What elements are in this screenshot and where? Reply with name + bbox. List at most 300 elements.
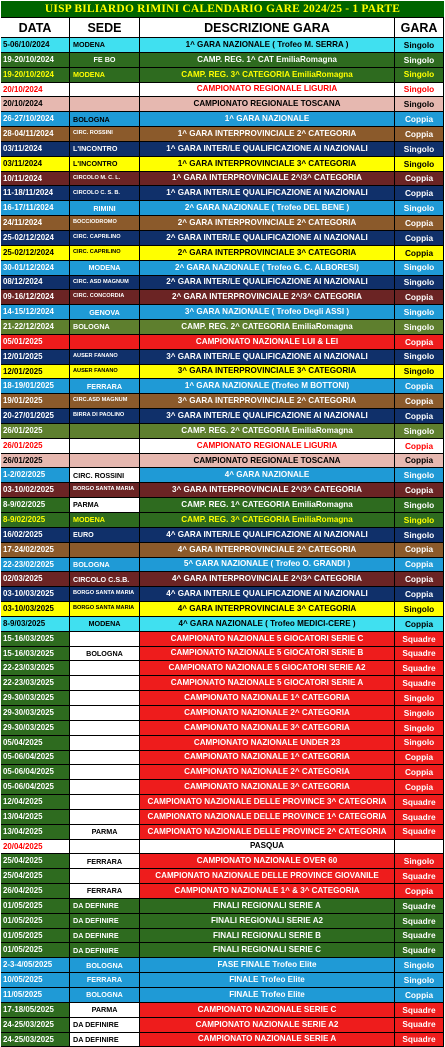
- row-description: 4^ GARA INTER/LE QUALIFICAZIONE AI NAZIONALI: [140, 587, 395, 601]
- row-description: CAMPIONATO NAZIONALE 3^ CATEGORIA: [140, 721, 395, 735]
- header-date: DATA: [1, 18, 70, 37]
- row-sede: [70, 840, 140, 854]
- row-sede: [70, 706, 140, 720]
- row-sede: [70, 424, 140, 438]
- row-sede: EURO: [70, 528, 140, 542]
- table-row: [1, 825, 444, 840]
- row-description: 3^ GARA NAZIONALE ( Trofeo Degli ASSI ): [140, 305, 395, 319]
- table-row: [1, 795, 444, 810]
- table-row: [1, 498, 444, 513]
- row-date: 25-02/12/2024: [1, 231, 70, 245]
- table-row: [1, 454, 444, 469]
- table-row: [1, 780, 444, 795]
- row-gara: Singolo: [395, 691, 444, 705]
- row-sede: [70, 721, 140, 735]
- table-row: [1, 751, 444, 766]
- row-gara: Singolo: [395, 97, 444, 111]
- row-sede: CIRC. CONCORDIA: [70, 290, 140, 304]
- row-date: 11-18/11/2024: [1, 186, 70, 200]
- row-sede: CIRC. ASD MAGNUM: [70, 276, 140, 290]
- table-row: [1, 617, 444, 632]
- row-description: 3^ GARA INTERPROVINCIALE 3^ CATEGORIA: [140, 365, 395, 379]
- row-date: 03-10/02/2025: [1, 483, 70, 497]
- row-sede: BORGO SANTA MARIA: [70, 587, 140, 601]
- table-row: [1, 691, 444, 706]
- row-date: 29-30/03/2025: [1, 721, 70, 735]
- row-sede: MODENA: [70, 261, 140, 275]
- row-date: 05/04/2025: [1, 736, 70, 750]
- row-sede: CIRCOLO C. S. B.: [70, 186, 140, 200]
- table-row: [1, 929, 444, 944]
- table-row: [1, 142, 444, 157]
- row-description: 4^ GARA INTERPROVINCIALE 2^/3^ CATEGORIA: [140, 572, 395, 586]
- row-date: 05-06/04/2025: [1, 765, 70, 779]
- row-sede: MODENA: [70, 617, 140, 631]
- table-row: [1, 513, 444, 528]
- row-date: 29-30/03/2025: [1, 706, 70, 720]
- row-gara: Coppia: [395, 439, 444, 453]
- row-date: 18-19/01/2025: [1, 379, 70, 393]
- row-gara: Coppia: [395, 780, 444, 794]
- row-sede: [70, 765, 140, 779]
- row-description: 1^ GARA NAZIONALE ( Trofeo M. SERRA ): [140, 38, 395, 52]
- calendar-sheet: [1, 1, 444, 1045]
- row-gara: Singolo: [395, 305, 444, 319]
- row-sede: [70, 97, 140, 111]
- table-row: [1, 587, 444, 602]
- row-date: 01/05/2025: [1, 943, 70, 957]
- row-gara: Singolo: [395, 276, 444, 290]
- row-gara: Singolo: [395, 854, 444, 868]
- row-gara: Singolo: [395, 736, 444, 750]
- row-description: CAMPIONATO REGIONALE TOSCANA: [140, 454, 395, 468]
- row-description: CAMPIONATO NAZIONALE 5 GIOCATORI SERIE A: [140, 676, 395, 690]
- row-description: FINALI REGIONALI SERIE A2: [140, 914, 395, 928]
- row-sede: BOLOGNA: [70, 558, 140, 572]
- row-date: 19/01/2025: [1, 394, 70, 408]
- row-gara: Coppia: [395, 409, 444, 423]
- row-gara: Coppia: [395, 394, 444, 408]
- row-date: 12/01/2025: [1, 350, 70, 364]
- row-sede: [70, 676, 140, 690]
- row-gara: Coppia: [395, 216, 444, 230]
- row-description: 2^ GARA NAZIONALE ( Trofeo G. C. ALBORESI): [140, 261, 395, 275]
- table-row: [1, 112, 444, 127]
- row-sede: PARMA: [70, 1003, 140, 1017]
- row-date: 26-27/10/2024: [1, 112, 70, 126]
- table-row: [1, 483, 444, 498]
- row-description: 1^ GARA INTER/LE QUALIFICAZIONE AI NAZIONALI: [140, 186, 395, 200]
- row-gara: Squadre: [395, 1033, 444, 1047]
- row-date: 25-02/12/2024: [1, 246, 70, 260]
- row-date: 8-9/02/2025: [1, 498, 70, 512]
- table-row: [1, 840, 444, 855]
- row-date: 26/01/2025: [1, 454, 70, 468]
- table-row: [1, 810, 444, 825]
- row-gara: Squadre: [395, 869, 444, 883]
- table-row: [1, 68, 444, 83]
- row-sede: PARMA: [70, 825, 140, 839]
- row-sede: [70, 691, 140, 705]
- row-date: 10/05/2025: [1, 973, 70, 987]
- table-row: [1, 439, 444, 454]
- row-gara: Coppia: [395, 112, 444, 126]
- row-date: 03/11/2024: [1, 157, 70, 171]
- row-gara: Singolo: [395, 38, 444, 52]
- row-sede: AUSER FANANO: [70, 350, 140, 364]
- header-description: DESCRIZIONE GARA: [140, 18, 395, 37]
- row-gara: Singolo: [395, 424, 444, 438]
- table-row: [1, 335, 444, 350]
- row-description: CAMPIONATO NAZIONALE 2^ CATEGORIA: [140, 706, 395, 720]
- row-gara: Squadre: [395, 899, 444, 913]
- row-sede: CIRC. ROSSINI: [70, 127, 140, 141]
- row-sede: BOLOGNA: [70, 958, 140, 972]
- row-date: 05-06/04/2025: [1, 751, 70, 765]
- row-sede: L'INCONTRO: [70, 157, 140, 171]
- row-date: 20/04/2025: [1, 840, 70, 854]
- row-date: 2-3-4/05/2025: [1, 958, 70, 972]
- row-description: 2^ GARA INTERPROVINCIALE 2^/3^ CATEGORIA: [140, 290, 395, 304]
- row-date: 05/01/2025: [1, 335, 70, 349]
- table-row: [1, 157, 444, 172]
- row-date: 1-2/02/2025: [1, 468, 70, 482]
- row-sede: CIRCOLO M. C. L.: [70, 172, 140, 186]
- row-date: 01/05/2025: [1, 929, 70, 943]
- row-date: 30-01/12/2024: [1, 261, 70, 275]
- row-description: 2^ GARA INTER/LE QUALIFICAZIONE AI NAZIONALI: [140, 231, 395, 245]
- row-description: FINALI REGIONALI SERIE B: [140, 929, 395, 943]
- table-row: [1, 127, 444, 142]
- header-gara: GARA: [395, 18, 444, 37]
- row-description: 3^ GARA INTER/LE QUALIFICAZIONE AI NAZIONALI: [140, 409, 395, 423]
- row-description: CAMPIONATO NAZIONALE UNDER 23: [140, 736, 395, 750]
- row-sede: MODENA: [70, 68, 140, 82]
- row-sede: BORGO SANTA MARIA: [70, 483, 140, 497]
- row-gara: Singolo: [395, 261, 444, 275]
- row-description: CAMPIONATO NAZIONALE 1^ & 3^ CATEGORIA: [140, 884, 395, 898]
- row-gara: Coppia: [395, 379, 444, 393]
- row-date: 13/04/2025: [1, 810, 70, 824]
- table-row: [1, 290, 444, 305]
- row-date: 11/05/2025: [1, 988, 70, 1002]
- table-row: [1, 973, 444, 988]
- row-description: CAMPIONATO NAZIONALE DELLE PROVINCE GIOVANILE: [140, 869, 395, 883]
- row-description: 4^ GARA INTERPROVINCIALE 3^ CATEGORIA: [140, 602, 395, 616]
- row-date: 05-06/04/2025: [1, 780, 70, 794]
- row-gara: Singolo: [395, 958, 444, 972]
- row-sede: FERRARA: [70, 973, 140, 987]
- row-gara: Coppia: [395, 127, 444, 141]
- row-gara: Coppia: [395, 765, 444, 779]
- table-row: [1, 468, 444, 483]
- row-gara: Coppia: [395, 587, 444, 601]
- table-row: [1, 231, 444, 246]
- row-sede: DA DEFINIRE: [70, 914, 140, 928]
- row-sede: BORGO SANTA MARIA: [70, 602, 140, 616]
- row-gara: Coppia: [395, 483, 444, 497]
- table-row: [1, 1018, 444, 1033]
- row-description: 1^ GARA NAZIONALE (Trofeo M BOTTONI): [140, 379, 395, 393]
- table-row: [1, 83, 444, 98]
- row-sede: [70, 335, 140, 349]
- row-date: 28-04/11/2024: [1, 127, 70, 141]
- table-row: [1, 914, 444, 929]
- row-gara: Singolo: [395, 721, 444, 735]
- row-gara: Coppia: [395, 751, 444, 765]
- row-description: CAMPIONATO REGIONALE LIGURIA: [140, 439, 395, 453]
- table-row: [1, 261, 444, 276]
- table-row: [1, 38, 444, 53]
- row-gara: Singolo: [395, 498, 444, 512]
- row-gara: Coppia: [395, 884, 444, 898]
- row-sede: FE BO: [70, 53, 140, 67]
- row-gara: Coppia: [395, 186, 444, 200]
- row-description: CAMPIONATO NAZIONALE SERIE A2: [140, 1018, 395, 1032]
- row-date: 01/05/2025: [1, 914, 70, 928]
- row-description: 3^ GARA INTERPROVINCIALE 2^ CATEGORIA: [140, 394, 395, 408]
- row-sede: CIRC.ASD MAGNUM: [70, 394, 140, 408]
- row-date: 10/11/2024: [1, 172, 70, 186]
- row-gara: Coppia: [395, 572, 444, 586]
- table-row: [1, 53, 444, 68]
- row-gara: Singolo: [395, 83, 444, 97]
- table-row: [1, 854, 444, 869]
- row-gara: Singolo: [395, 973, 444, 987]
- row-description: FINALI REGIONALI SERIE C: [140, 943, 395, 957]
- row-sede: DA DEFINIRE: [70, 943, 140, 957]
- row-date: 22-23/03/2025: [1, 676, 70, 690]
- row-sede: FERRARA: [70, 854, 140, 868]
- row-date: 26/01/2025: [1, 439, 70, 453]
- row-description: CAMPIONATO NAZIONALE SERIE C: [140, 1003, 395, 1017]
- table-row: [1, 246, 444, 261]
- row-gara: Squadre: [395, 647, 444, 661]
- row-date: 24-25/03/2025: [1, 1033, 70, 1047]
- row-sede: [70, 83, 140, 97]
- table-row: [1, 602, 444, 617]
- row-gara: Coppia: [395, 231, 444, 245]
- sheet-title: UISP BILIARDO RIMINI CALENDARIO GARE 2024/25 - 1 PARTE: [1, 1, 444, 18]
- row-gara: Squadre: [395, 929, 444, 943]
- row-sede: DA DEFINIRE: [70, 899, 140, 913]
- row-description: CAMP. REG. 1^ CATEGORIA EmiliaRomagna: [140, 498, 395, 512]
- row-description: CAMPIONATO NAZIONALE 5 GIOCATORI SERIE C: [140, 632, 395, 646]
- row-sede: MODENA: [70, 38, 140, 52]
- row-date: 03/11/2024: [1, 142, 70, 156]
- row-date: 8-9/02/2025: [1, 513, 70, 527]
- row-description: 5^ GARA NAZIONALE ( Trofeo O. GRANDI ): [140, 558, 395, 572]
- row-description: CAMP. REG. 3^ CATEGORIA EmiliaRomagna: [140, 513, 395, 527]
- row-gara: Coppia: [395, 335, 444, 349]
- row-gara: Singolo: [395, 468, 444, 482]
- row-gara: Singolo: [395, 706, 444, 720]
- row-date: 03-10/03/2025: [1, 587, 70, 601]
- row-sede: BIRRA DI PAOLINO: [70, 409, 140, 423]
- header-row: [1, 18, 444, 38]
- row-sede: GENOVA: [70, 305, 140, 319]
- row-date: 17-18/05/2025: [1, 1003, 70, 1017]
- row-gara: Squadre: [395, 943, 444, 957]
- table-row: [1, 1033, 444, 1047]
- table-row: [1, 305, 444, 320]
- table-row: [1, 943, 444, 958]
- row-sede: [70, 632, 140, 646]
- table-row: [1, 409, 444, 424]
- row-gara: Coppia: [395, 558, 444, 572]
- row-date: 12/04/2025: [1, 795, 70, 809]
- row-description: CAMPIONATO NAZIONALE OVER 60: [140, 854, 395, 868]
- row-date: 17-24/02/2025: [1, 543, 70, 557]
- row-gara: Singolo: [395, 201, 444, 215]
- row-sede: [70, 780, 140, 794]
- row-gara: Coppia: [395, 172, 444, 186]
- row-sede: BOLOGNA: [70, 320, 140, 334]
- row-description: FINALE Trofeo Elite: [140, 973, 395, 987]
- row-gara: Singolo: [395, 157, 444, 171]
- row-sede: [70, 543, 140, 557]
- row-description: 1^ GARA NAZIONALE: [140, 112, 395, 126]
- table-row: [1, 528, 444, 543]
- row-sede: BOLOGNA: [70, 647, 140, 661]
- row-sede: FERRARA: [70, 884, 140, 898]
- row-date: 14-15/12/2024: [1, 305, 70, 319]
- row-date: 19-20/10/2024: [1, 68, 70, 82]
- table-row: [1, 988, 444, 1003]
- row-gara: Squadre: [395, 676, 444, 690]
- row-date: 15-16/03/2025: [1, 632, 70, 646]
- row-description: CAMPIONATO NAZIONALE 3^ CATEGORIA: [140, 780, 395, 794]
- row-sede: [70, 751, 140, 765]
- row-sede: CIRC. CAPRILINO: [70, 246, 140, 260]
- row-description: CAMP. REG. 2^ CATEGORIA EmiliaRomagna: [140, 320, 395, 334]
- row-description: CAMPIONATO NAZIONALE 5 GIOCATORI SERIE A2: [140, 661, 395, 675]
- row-date: 12/01/2025: [1, 365, 70, 379]
- row-description: CAMPIONATO NAZIONALE 2^ CATEGORIA: [140, 765, 395, 779]
- row-gara: Singolo: [395, 68, 444, 82]
- row-sede: RIMINI: [70, 201, 140, 215]
- row-description: 1^ GARA INTERPROVINCIALE 2^ CATEGORIA: [140, 127, 395, 141]
- table-row: [1, 172, 444, 187]
- row-gara: Squadre: [395, 795, 444, 809]
- row-description: 2^ GARA INTER/LE QUALIFICAZIONE AI NAZIONALI: [140, 276, 395, 290]
- row-description: 1^ GARA INTERPROVINCIALE 3^ CATEGORIA: [140, 157, 395, 171]
- row-description: 4^ GARA NAZIONALE ( Trofeo MEDICI-CERE ): [140, 617, 395, 631]
- row-date: 21-22/12/2024: [1, 320, 70, 334]
- row-date: 20/10/2024: [1, 97, 70, 111]
- row-gara: Singolo: [395, 53, 444, 67]
- row-date: 24-25/03/2025: [1, 1018, 70, 1032]
- row-description: CAMPIONATO NAZIONALE DELLE PROVINCE 3^ CATEGORIA: [140, 795, 395, 809]
- row-sede: DA DEFINIRE: [70, 929, 140, 943]
- row-gara: Coppia: [395, 543, 444, 557]
- row-date: 24/11/2024: [1, 216, 70, 230]
- table-row: [1, 424, 444, 439]
- row-gara: Squadre: [395, 914, 444, 928]
- table-row: [1, 186, 444, 201]
- row-date: 02/03/2025: [1, 572, 70, 586]
- table-row: [1, 661, 444, 676]
- row-sede: MODENA: [70, 513, 140, 527]
- row-description: CAMP. REG. 1^ CAT EmiliaRomagna: [140, 53, 395, 67]
- row-date: 25/04/2025: [1, 869, 70, 883]
- table-row: [1, 884, 444, 899]
- row-description: CAMPIONATO NAZIONALE 5 GIOCATORI SERIE B: [140, 647, 395, 661]
- row-sede: PARMA: [70, 498, 140, 512]
- table-row: [1, 97, 444, 112]
- row-gara: Singolo: [395, 602, 444, 616]
- table-row: [1, 365, 444, 380]
- row-date: 26/01/2025: [1, 424, 70, 438]
- row-description: CAMPIONATO NAZIONALE 1^ CATEGORIA: [140, 751, 395, 765]
- row-date: 19-20/10/2024: [1, 53, 70, 67]
- table-row: [1, 350, 444, 365]
- row-gara: Coppia: [395, 454, 444, 468]
- table-row: [1, 632, 444, 647]
- row-gara: Singolo: [395, 528, 444, 542]
- row-sede: DA DEFINIRE: [70, 1033, 140, 1047]
- row-sede: [70, 439, 140, 453]
- row-date: 03-10/03/2025: [1, 602, 70, 616]
- row-description: 3^ GARA INTERPROVINCIALE 2^/3^ CATEGORIA: [140, 483, 395, 497]
- row-gara: Squadre: [395, 632, 444, 646]
- row-sede: [70, 454, 140, 468]
- row-description: CAMPIONATO NAZIONALE 1^ CATEGORIA: [140, 691, 395, 705]
- row-description: 1^ GARA INTERPROVINCIALE 2^/3^ CATEGORIA: [140, 172, 395, 186]
- table-row: [1, 201, 444, 216]
- row-gara: Singolo: [395, 320, 444, 334]
- row-date: 26/04/2025: [1, 884, 70, 898]
- row-sede: BOLOGNA: [70, 112, 140, 126]
- row-sede: [70, 661, 140, 675]
- row-sede: [70, 869, 140, 883]
- table-row: [1, 1003, 444, 1018]
- row-sede: [70, 736, 140, 750]
- row-sede: CIRCOLO C.S.B.: [70, 572, 140, 586]
- row-date: 20/10/2024: [1, 83, 70, 97]
- row-description: 1^ GARA INTER/LE QUALIFICAZIONE AI NAZIONALI: [140, 142, 395, 156]
- row-description: 4^ GARA INTERPROVINCIALE 2^ CATEGORIA: [140, 543, 395, 557]
- table-row: [1, 765, 444, 780]
- row-description: CAMP. REG. 2^ CATEGORIA EmiliaRomagna: [140, 424, 395, 438]
- row-date: 20-27/01/2025: [1, 409, 70, 423]
- row-description: 2^ GARA INTERPROVINCIALE 2^ CATEGORIA: [140, 216, 395, 230]
- row-gara: Singolo: [395, 365, 444, 379]
- row-date: 25/04/2025: [1, 854, 70, 868]
- table-row: [1, 676, 444, 691]
- row-gara: Squadre: [395, 1003, 444, 1017]
- table-row: [1, 869, 444, 884]
- row-description: CAMPIONATO REGIONALE TOSCANA: [140, 97, 395, 111]
- row-date: 13/04/2025: [1, 825, 70, 839]
- table-row: [1, 543, 444, 558]
- row-gara: Coppia: [395, 617, 444, 631]
- row-date: 15-16/03/2025: [1, 647, 70, 661]
- row-gara: [395, 840, 444, 854]
- table-row: [1, 721, 444, 736]
- row-description: FINALE Trofeo Elite: [140, 988, 395, 1002]
- table-row: [1, 572, 444, 587]
- row-gara: Squadre: [395, 1018, 444, 1032]
- table-row: [1, 558, 444, 573]
- row-description: 4^ GARA NAZIONALE: [140, 468, 395, 482]
- row-sede: AUSER FANANO: [70, 365, 140, 379]
- table-row: [1, 706, 444, 721]
- row-date: 5-06/10/2024: [1, 38, 70, 52]
- row-description: CAMP. REG. 3^ CATEGORIA EmiliaRomagna: [140, 68, 395, 82]
- row-sede: BOCCIODROMO: [70, 216, 140, 230]
- row-sede: L'INCONTRO: [70, 142, 140, 156]
